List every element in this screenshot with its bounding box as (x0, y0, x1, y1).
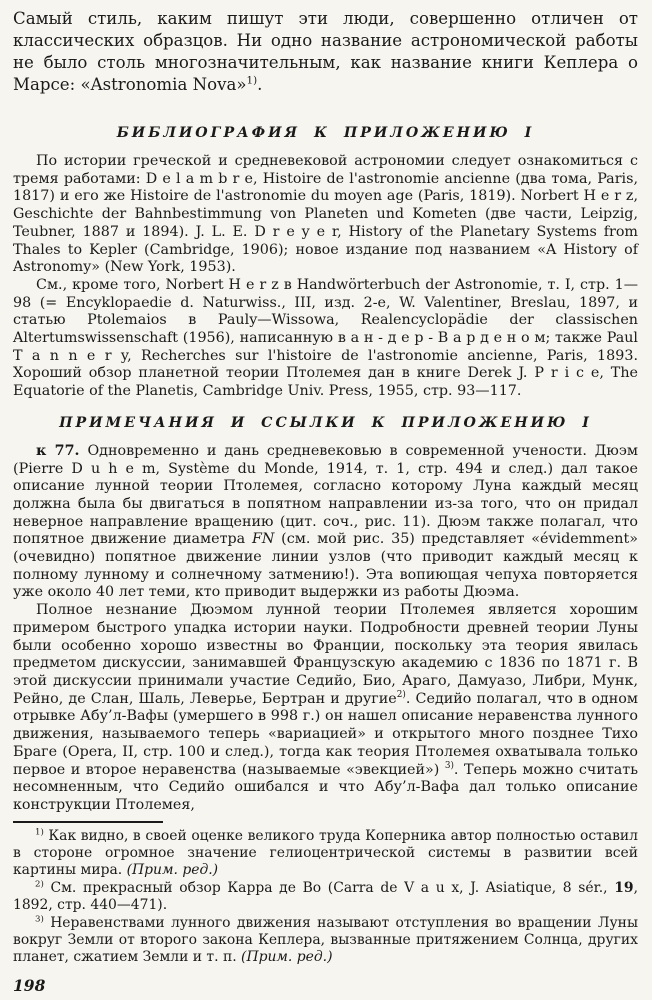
bibliography-paragraph-1: По истории греческой и средневековой астрономии следует ознакомиться с тремя работами: D e l a m b r e, Histoire de l'astronomie ancienne (два тома, Paris, 1817) и его же Histoire de l'astronomie du moyen age (Paris, 1819). Norbert H e r z, Geschichte der Bahnbestimmung von Planeten und Kometen (две части, Leipzig, Teubner, 1887 и 1894). J. L. E. D r e y e r, History of the Planetary Systems from Thales to Kepler (Cambridge, 1906); новое издание под названием «A History of Astronomy» (New York, 1953). (13, 153, 638, 276)
notes-heading: ПРИМЕЧАНИЯ И ССЫЛКИ К ПРИЛОЖЕНИЮ I (59, 414, 592, 431)
footnote-3: $^{3)}$ Неравенствами лунного движения называют отступления во вращении Луны вокруг Земли от второго закона Кеплера, вызванные притяжением Солнца, других планет, сжатием Земли и т. п. (Прим. ред.) (13, 914, 638, 966)
intro-paragraph: Самый стиль, каким пишут эти люди, совершенно отличен от классических образцов. Ни одно название астрономической работы не было столь многозначительным, как название книги Кеплера о Марсе: «Astronomia Nova»$^{1)}$. (13, 9, 638, 94)
footnote-1: $^{1)}$ Как видно, в своей оценке великого труда Коперника автор полностью оставил в стороне огромное значение гелиоцентрической системы в развитии всей картины мира. (Прим. ред.) (13, 826, 638, 879)
page-number: 198 (13, 976, 46, 995)
section-notes (13, 414, 638, 815)
section-bibliography (13, 124, 638, 401)
footnote-2: $^{2)}$ См. прекрасный обзор Карра де Во (Carra de V a u x, J. Asiatique, 8 sér., 19, 1892, стр. 440—471). (13, 879, 638, 914)
bibliography-paragraph-2: См., кроме того, Norbert H e r z в Handwörterbuch der Astronomie, т. I, стр. 1—98 (= Encyklopaedie d. Naturwiss., III, изд. 2-е, W. Valentiner, Breslau, 1897, и статью Ptolemaios в Pauly—Wissowa, Realencyclopädie der classischen Altertumswissenschaft (1956), написанную в а н - д е р - В а р д е н о м; также Paul T a n n e r y, Recherches sur l'histoire de l'astronomie ancienne, Paris, 1893. Хороший обзор планетной теории Птолемея дан в книге Derek J. P r i c e, The Equatorie of the Planetis, Cambridge Univ. Press, 1955, стр. 93—117. (13, 276, 638, 400)
bibliography-heading: БИБЛИОГРАФИЯ К ПРИЛОЖЕНИЮ I (116, 125, 535, 141)
footnotes-block (13, 821, 638, 967)
notes-paragraph-2: Полное незнание Дюэмом лунной теории Птолемея является хорошим примером быстрого упадка истории науки. Подробности древней теории Луны были особенно хорошо известны во Франции, поскольку эта теория явилась предметом дискуссии, занимавшей Французскую академию с 1836 по 1871 г. В этой дискуссии принимали участие Седийо, Био, Араго, Дамуазо, Либри, Мунк, Рейно, де Слан, Шаль, Леверье, Бертран и другие$^{2)}$. Седийо полагал, что в одном отрывке Абу’л-Вафы (умершего в 998 г.) он нашел описание неравенства лунного движения, называемого теперь «вариацией» и открытого много позднее Тихо Браге (Opera, II, стр. 100 и след.), тогда как теория Птолемея охватывала только первое и второе неравенства (называемые «эвекцией») $^{3)}$. Теперь можно считать несомненным, что Седийо ошибался и что Абу’л-Вафа дал только описание конструкции Птолемея, (13, 602, 639, 813)
notes-paragraph-1: к 77. Одновременно и дань средневековью в современной учености. Дюэм (Pierre D u h e m, Système du Monde, 1914, т. 1, стр. 494 и след.) дал такое описание лунной теории Птолемея, согласно которому Луна каждый месяц должна была бы двигаться в попятном направлении из-за того, что он придал неверное направление вращению (цит. соч., рис. 11). Дюэм также полагал, что попятное движение диаметра FN (см. мой рис. 35) представляет «évidemment» (очевидно) попятное движение линии узлов (что приводит каждый месяц к полному лунному и солнечному затмению!). Эта вопиющая чепуха повторяется уже около 40 лет теми, кто приводит выдержки из работы Дюэма. (13, 442, 638, 601)
footnote-divider (13, 821, 163, 823)
